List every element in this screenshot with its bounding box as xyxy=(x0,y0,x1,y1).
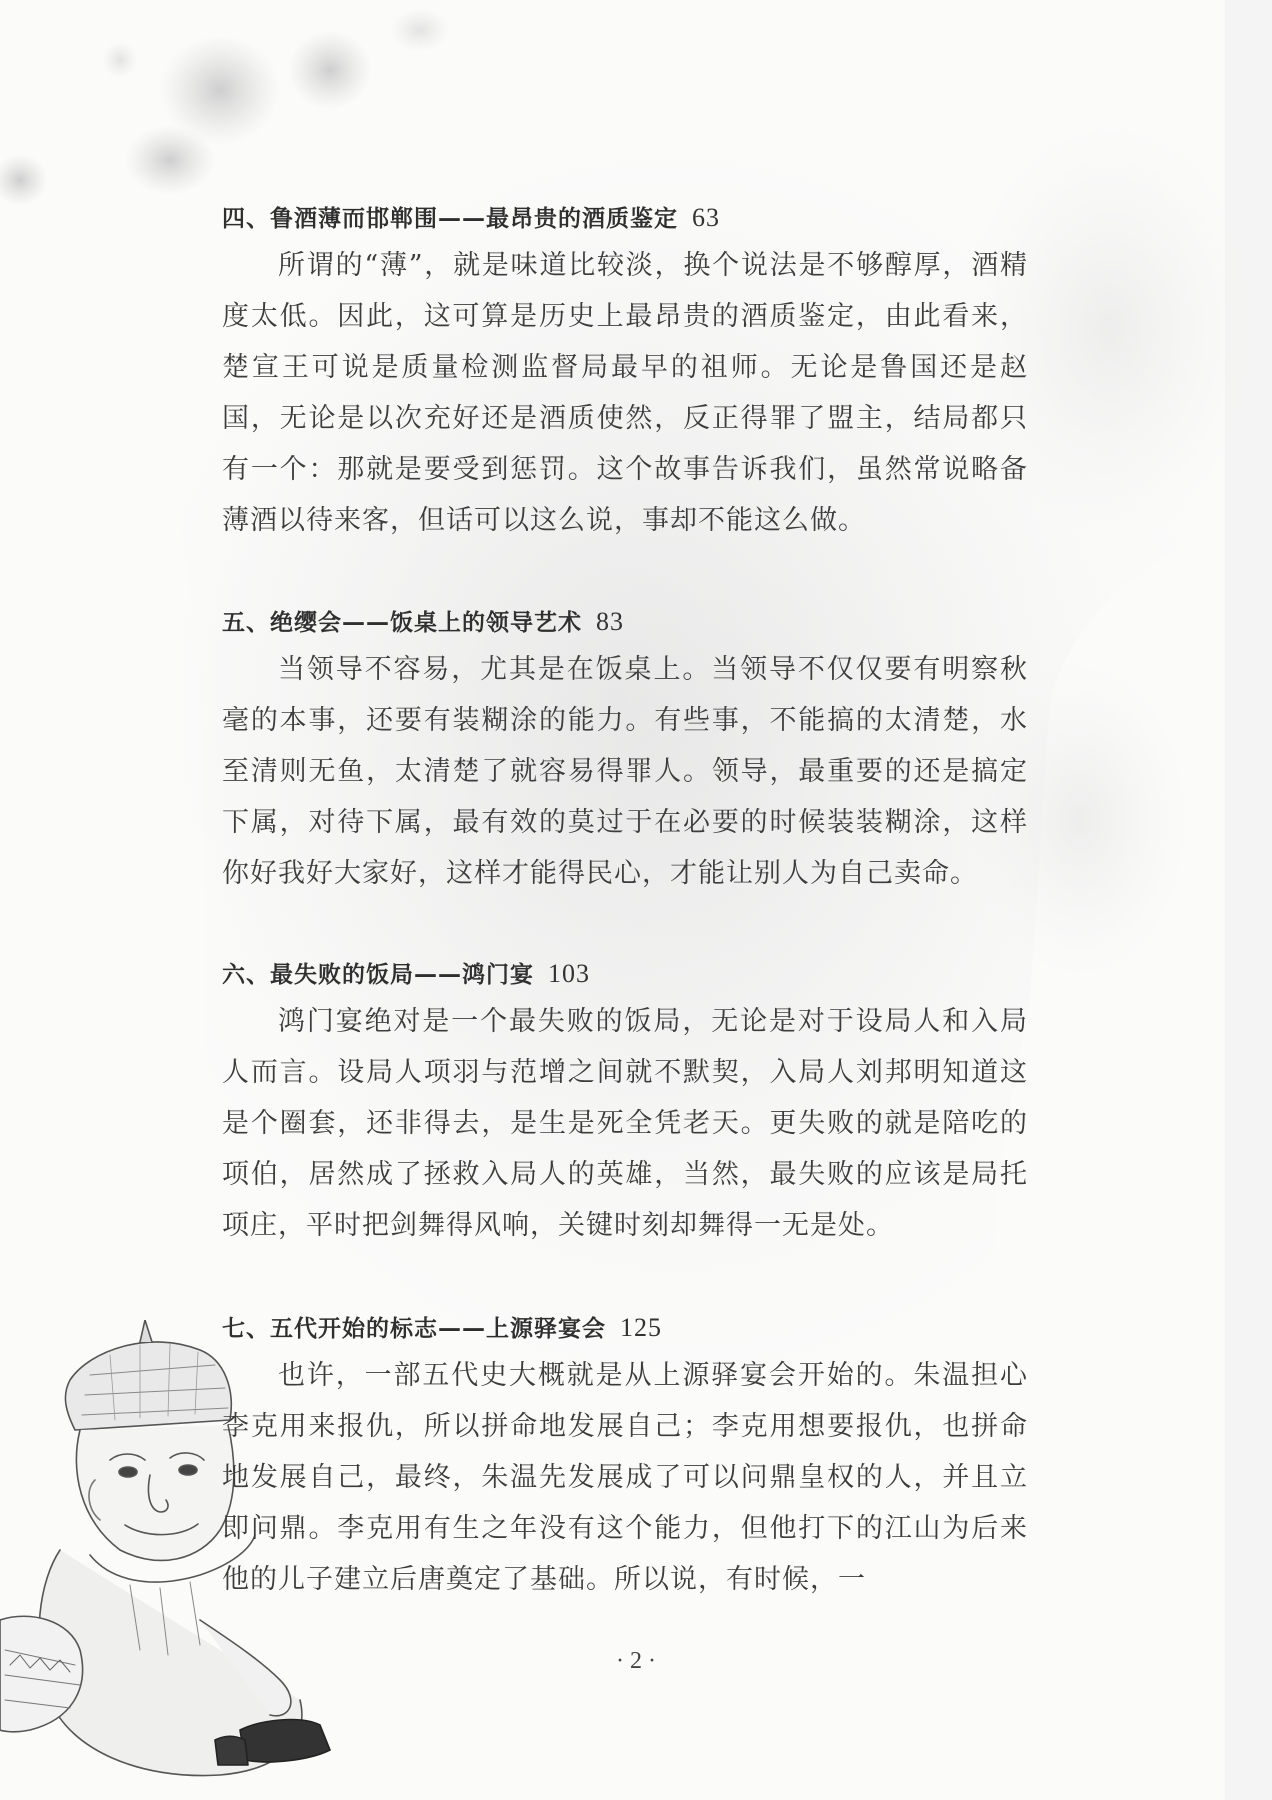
section-summary: 鸿门宴绝对是一个最失败的饭局，无论是对于设局人和入局人而言。设局人项羽与范增之间就不默契，入局人刘邦明知道这是个圈套，还非得去，是生是死全凭老天。更失败的就是陪吃的项伯，居然成了拯救入局人的英雄，当然，最失败的应该是局托项庄，平时把剑舞得风响，关键时刻却舞得一无是处。 xyxy=(222,1006,1028,1241)
toc-section-7 xyxy=(222,1306,1028,1605)
section-heading xyxy=(222,196,1028,240)
toc-section-4 xyxy=(222,196,1028,546)
section-heading xyxy=(222,952,1028,996)
toc-section-5 xyxy=(222,600,1028,899)
section-page-number: 103 xyxy=(548,959,590,988)
section-page-number: 63 xyxy=(692,203,720,232)
page-number: · 2 · xyxy=(616,1648,656,1674)
section-title: 四、鲁酒薄而邯郸围——最昂贵的酒质鉴定 xyxy=(222,206,678,232)
section-summary: 也许，一部五代史大概就是从上源驿宴会开始的。朱温担心李克用来报仇，所以拼命地发展自己；李克用想要报仇，也拼命地发展自己，最终，朱温先发展成了可以问鼎皇权的人，并且立即问鼎。李克用有生之年没有这个能力，但他打下的江山为后来他的儿子建立后唐奠定了基础。所以说，有时候，一 xyxy=(222,1360,1028,1595)
toc-section-6 xyxy=(222,952,1028,1251)
section-page-number: 83 xyxy=(596,607,624,636)
section-title: 六、最失败的饭局——鸿门宴 xyxy=(222,962,534,988)
section-heading xyxy=(222,600,1028,644)
section-page-number: 125 xyxy=(620,1313,662,1342)
section-summary: 所谓的“薄”，就是味道比较淡，换个说法是不够醇厚，酒精度太低。因此，这可算是历史上最昂贵的酒质鉴定，由此看来，楚宣王可说是质量检测监督局最早的祖师。无论是鲁国还是赵国，无论是以次充好还是酒质使然，反正得罪了盟主，结局都只有一个：那就是要受到惩罚。这个故事告诉我们，虽然常说略备薄酒以待来客，但话可以这么说，事却不能这么做。 xyxy=(222,250,1028,536)
section-heading xyxy=(222,1306,1028,1350)
section-title: 五、绝缨会——饭桌上的领导艺术 xyxy=(222,610,582,636)
section-summary: 当领导不容易，尤其是在饭桌上。当领导不仅仅要有明察秋毫的本事，还要有装糊涂的能力。有些事，不能搞的太清楚，水至清则无鱼，太清楚了就容易得罪人。领导，最重要的还是搞定下属，对待下属，最有效的莫过于在必要的时候装装糊涂，这样你好我好大家好，这样才能得民心，才能让别人为自己卖命。 xyxy=(222,654,1028,889)
section-title: 七、五代开始的标志——上源驿宴会 xyxy=(222,1316,606,1342)
